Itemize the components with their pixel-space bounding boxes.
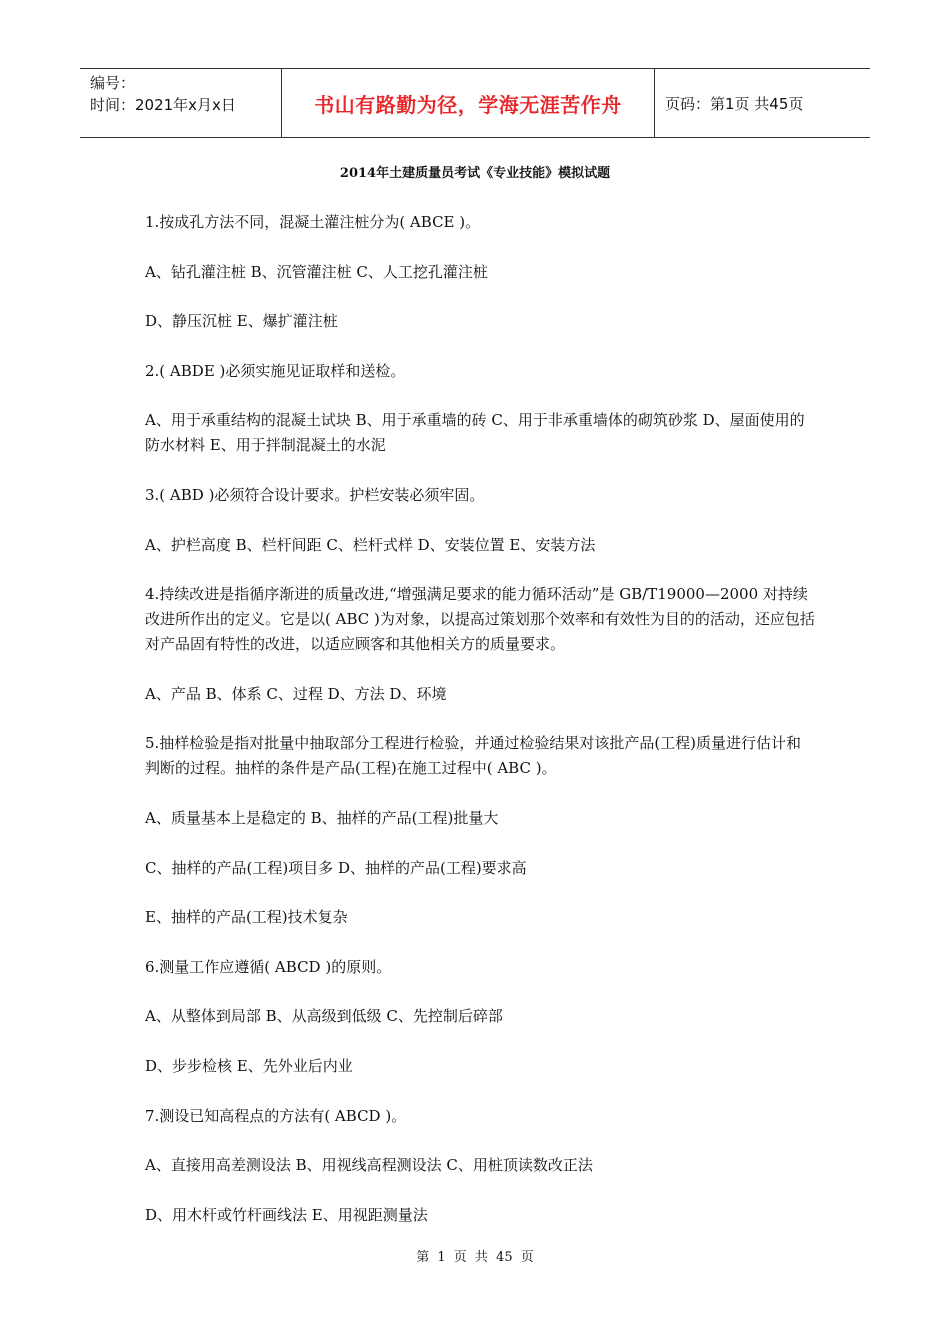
question-5-options-b: C、抽样的产品(工程)项目多 D、抽样的产品(工程)要求高 [145,858,527,877]
document-title: 2014年土建质量员考试《专业技能》模拟试题 [339,166,611,181]
question-list [145,210,815,1252]
document-date-label: 时间：2021年x月x日 [90,96,236,114]
question-6-options-b: D、步步检核 E、先外业后内业 [145,1056,353,1075]
question-4: 4.持续改进是指循序渐进的质量改进,“增强满足要求的能力循环活动”是 GB/T19000—2000 对持续改进所作出的定义。它是以( ABC )为对象，以提高过策划那个效率和有效性为目的的活动，还应包括对产品固有特性的改进，以适应顾客和其他相关方的质量要求。 [145,585,815,654]
question-6-options-a: A、从整体到局部 B、从高级到低级 C、先控制后碎部 [145,1007,503,1026]
header-motto-cell [281,69,655,137]
question-7-options-a: A、直接用高差测设法 B、用视线高程测设法 C、用桩顶读数改正法 [145,1156,593,1175]
header-info-cell [80,69,281,137]
question-3-options: A、护栏高度 B、栏杆间距 C、栏杆式样 D、安装位置 E、安装方法 [145,535,596,554]
question-3: 3.( ABD )必须符合设计要求。护栏安装必须牢固。 [145,485,485,504]
question-1-options-b: D、静压沉桩 E、爆扩灌注桩 [145,312,338,331]
question-1-options-a: A、钻孔灌注桩 B、沉管灌注桩 C、人工挖孔灌注桩 [145,262,488,281]
question-2: 2.( ABDE )必须实施见证取样和送检。 [145,361,406,380]
page-info: 页码：第1页 共45页 [665,94,804,113]
question-5-options-c: E、抽样的产品(工程)技术复杂 [145,908,348,927]
header-table [80,68,870,138]
motto-text: 书山有路勤为径，学海无涯苦作舟 [314,92,622,117]
question-7-options-b: D、用木杆或竹杆画线法 E、用视距测量法 [145,1205,428,1224]
question-6: 6.测量工作应遵循( ABCD )的原则。 [145,957,392,976]
question-1: 1.按成孔方法不同，混凝土灌注桩分为( ABCE )。 [145,213,481,231]
question-7: 7.测设已知高程点的方法有( ABCD )。 [145,1106,407,1125]
question-2-options: A、用于承重结构的混凝土试块 B、用于承重墙的砖 C、用于非承重墙体的砌筑砂浆 D、屋面使用的防水材料 E、用于拌制混凝土的水泥 [145,411,805,455]
page-footer: 第 1 页 共 45 页 [416,1250,534,1265]
header-page-cell [655,69,870,137]
question-4-options: A、产品 B、体系 C、过程 D、方法 D、环境 [145,684,447,703]
document-number-label: 编号： [90,74,136,92]
question-5-options-a: A、质量基本上是稳定的 B、抽样的产品(工程)批量大 [145,808,499,827]
question-5: 5.抽样检验是指对批量中抽取部分工程进行检验，并通过检验结果对该批产品(工程)质量进行估计和判断的过程。抽样的条件是产品(工程)在施工过程中( ABC )。 [145,734,802,778]
